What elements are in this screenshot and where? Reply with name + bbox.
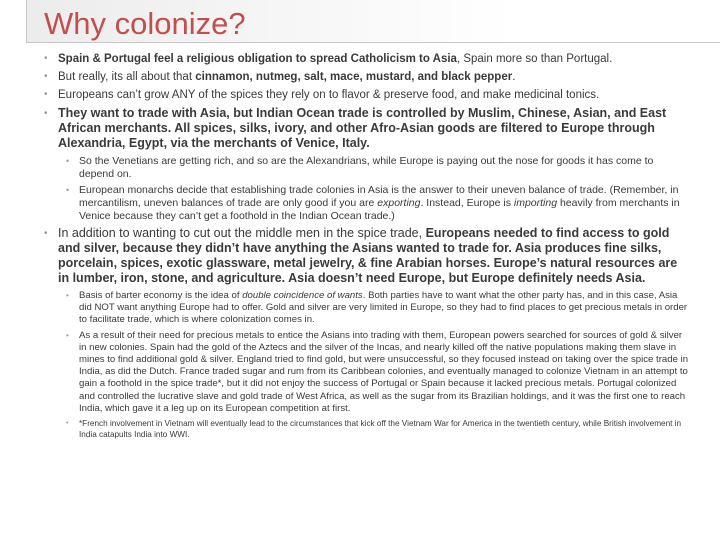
bullet-dot: • [44, 71, 48, 82]
bullet-dot: • [44, 53, 48, 64]
bullet-barter [0, 290, 720, 327]
bullet-spices [0, 70, 720, 84]
bullet-religion [0, 52, 720, 66]
bullet-text: . [512, 71, 516, 83]
bullet-dot: • [44, 228, 48, 239]
bullet-text: . Instead, Europe is [420, 197, 514, 209]
bullet-dot: • [66, 185, 70, 195]
bullet-monarchs [0, 184, 720, 223]
bullet-text-bold: Spain & Portugal feel a religious obligation to spread Catholicism to Asia [58, 53, 457, 65]
bullet-text-bold: cinnamon, nutmeg, salt, mace, mustard, and black pepper [195, 71, 513, 83]
bullet-venetians [0, 155, 720, 181]
bullet-text-italic: importing [513, 197, 558, 209]
bullet-text-italic: exporting [377, 197, 421, 209]
bullet-text: So the Venetians are getting rich, and so are the Alexandrians, while Europe is paying out the nose for goods it has come to depend on. [79, 155, 654, 180]
bullet-text: Europeans can’t grow ANY of the spices they rely on to flavor & preserve food, and make medicinal tonics. [58, 89, 600, 101]
bullet-trade-asia [0, 106, 720, 151]
bullet-text-bold: They want to trade with Asia, but Indian Ocean trade is controlled by Muslim, Chinese, Asian, and East African merchants. All spices, silks, ivory, and other Afro-Asian goods are filtered to Europe through Alexandria, Egypt, via the merchants of Venice, Italy. [58, 106, 667, 150]
slide-body [0, 52, 720, 442]
bullet-dot: • [66, 420, 69, 428]
bullet-text: But really, its all about that [58, 71, 196, 83]
bullet-text: Basis of barter economy is the idea of [79, 290, 243, 301]
bullet-text: heavily from merchants in Venice because they can’t get a foothold in the Indian Ocean trade.) [79, 197, 680, 222]
bullet-text-bold: Europeans needed to find access to gold and silver, because they didn’t have anything the Asians wanted to trade for. Asia produces fine silks, porcelain, spices, exotic glassware, metal jewelry, & fine Arabian horses. Europe’s natural resources are in lumber, iron, stone, and agriculture. Asia doesn’t need Europe, but Europe definitely needs Asia. [58, 226, 678, 285]
bullet-dot: • [44, 108, 48, 119]
bullet-text: *French involvement in Vietnam will eventually lead to the circumstances that kick off the Vietnam War for America in the twentieth century, while British involvement in India catapults India into WWI. [79, 419, 682, 440]
slide-title: Why colonize? [44, 6, 246, 41]
bullet-gold-silver [0, 226, 720, 286]
bullet-dot: • [66, 330, 69, 340]
bullet-cant-grow [0, 88, 720, 102]
bullet-dot: • [66, 156, 70, 166]
bullet-text: As a result of their need for precious metals to entice the Asians into trading with them, European powers searched for sources of gold & silver in new colonies. Spain had the gold of the Aztecs and the silver of the Incas, and nearly killed off the native populations making them slave in mines to find additional gold & silver. England tried to find gold, but were unsuccessful, so they focused instead on taking over the spice trade in India, as did the Dutch. France traded sugar and rum from its Caribbean colonies, and eventually managed to colonize Vietnam in an attempt to gain a foothold in the spice trade*, but it did not enjoy the success of Portugal or Spain because it lacked precious metals. Portugal colonized and controlled the lucrative slave and gold trade of West Africa, as well as the sugar from its Brazilian holdings, and it was the first one to reach India, which gave it a leg up on its European competition at first. [79, 329, 689, 414]
bullet-dot: • [44, 89, 48, 100]
bullet-text: European monarchs decide that establishing trade colonies in Asia is the answer to their uneven balance of trade. (Remember, in mercantilism, uneven balances of trade are only good if you are [79, 184, 679, 209]
bullet-dot: • [66, 291, 69, 300]
bullet-precious-metals [0, 330, 720, 415]
bullet-text: In addition to wanting to cut out the middle men in the spice trade, [58, 226, 426, 240]
bullet-text: , Spain more so than Portugal. [456, 53, 613, 65]
bullet-footnote [0, 418, 720, 440]
bullet-text: . Both parties have to want what the other party has, and in this case, Asia did NOT want anything Europe had to offer. Gold and silver are very limited in Europe, so they had to find places to get precious metals in order to facilitate trade, which is where colonization comes in. [79, 290, 688, 326]
bullet-text-italic: double coincidence of wants [242, 290, 363, 301]
